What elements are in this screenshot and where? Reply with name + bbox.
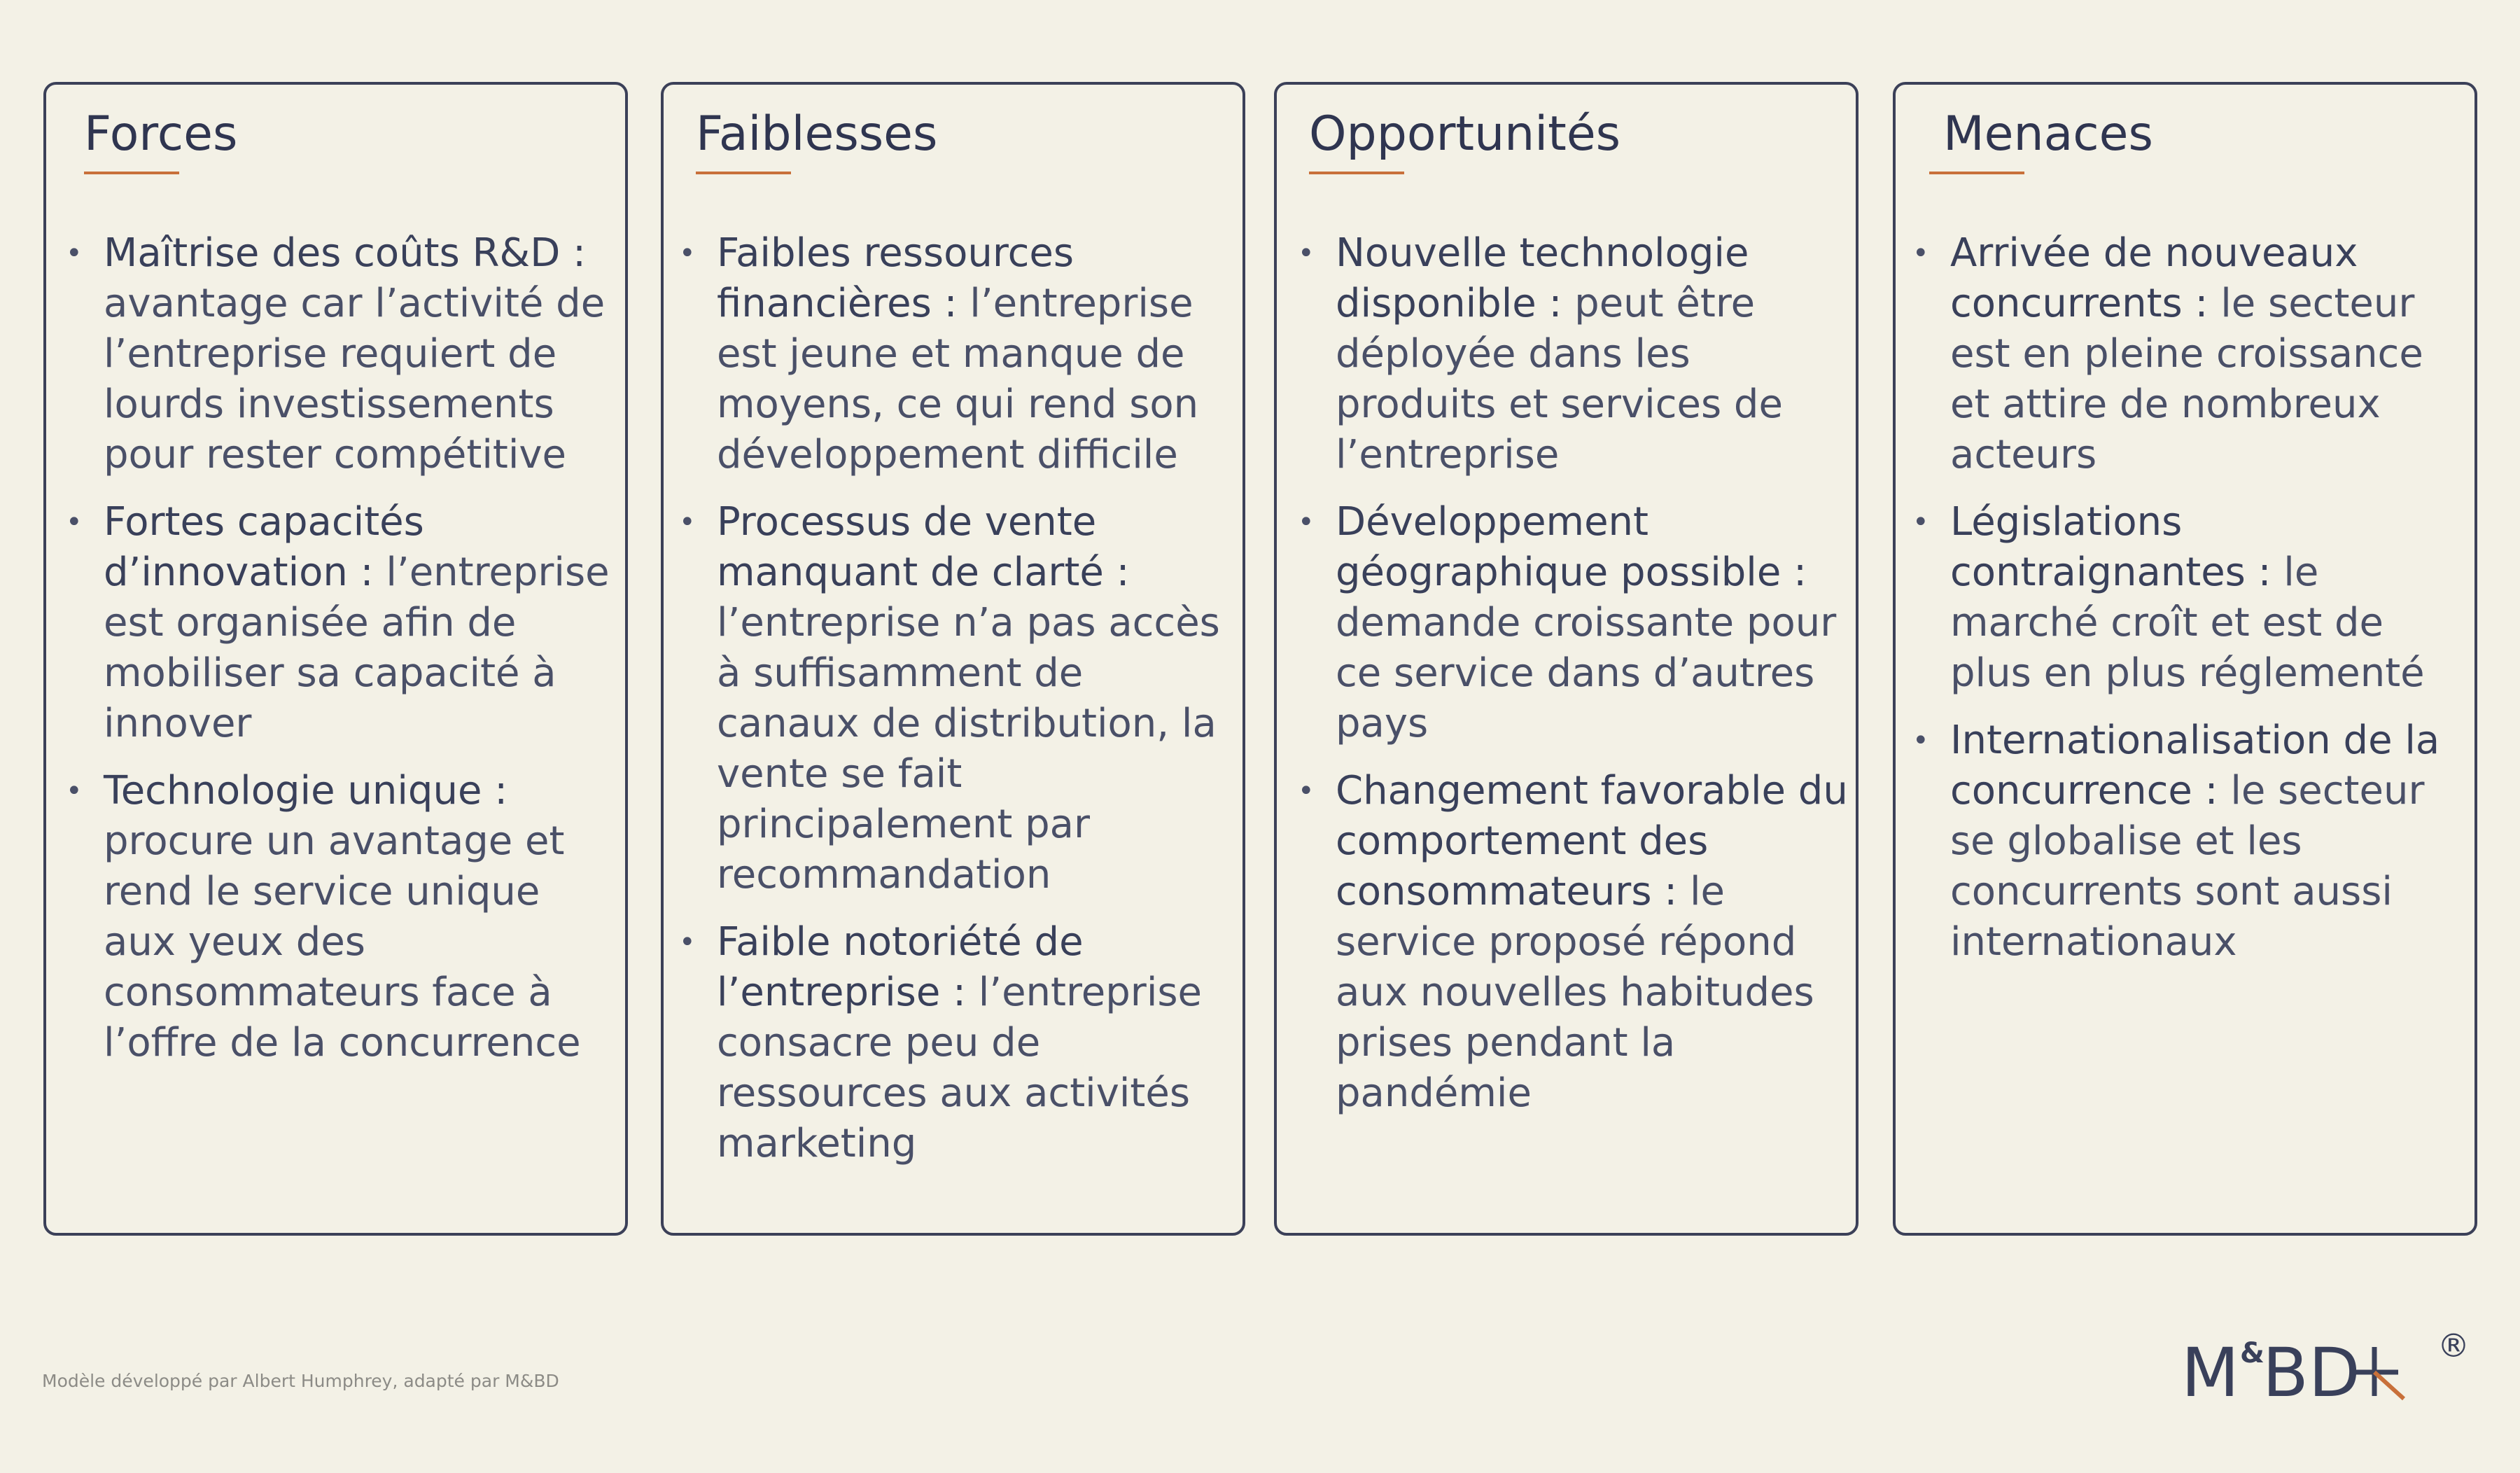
mbd-logo xyxy=(2181,1327,2475,1411)
item-text: l’entreprise est jeune et manque de moyens, ce qui rend son développement difficile xyxy=(717,281,1199,477)
registered-mark: ® xyxy=(2437,1327,2470,1364)
bullet-icon: • xyxy=(66,775,83,807)
card-title: Menaces xyxy=(1943,106,2153,162)
item-title: Nouvelle technologie disponible : xyxy=(1336,230,1749,326)
list-item xyxy=(66,766,615,1068)
item-title: Changement favorable du comportement des consommateurs : xyxy=(1336,768,1848,914)
item-title: Législations contraignantes : xyxy=(1950,499,2272,595)
list-item xyxy=(1912,715,2470,968)
item-title: Internationalisation de la concurrence : xyxy=(1950,718,2440,814)
bullet-icon: • xyxy=(1912,725,1929,757)
item-title: Technologie unique : xyxy=(104,768,508,814)
list-item xyxy=(679,228,1235,480)
logo-bd: BD xyxy=(2262,1334,2360,1411)
bullet-icon: • xyxy=(679,926,696,958)
list-item xyxy=(1298,497,1854,749)
item-title: Arrivée de nouveaux concurrents : xyxy=(1950,230,2358,326)
bullet-icon: • xyxy=(1912,237,1929,270)
item-title: Développement géographique possible : xyxy=(1336,499,1807,595)
item-list xyxy=(1298,228,1854,1136)
bullet-icon: • xyxy=(1298,775,1315,807)
item-text: procure un avantage et rend le service unique aux yeux des consommateurs face à l’offre de la concurrence xyxy=(104,818,581,1066)
list-item xyxy=(1298,228,1854,480)
bullet-icon: • xyxy=(1298,506,1315,538)
bullet-icon: • xyxy=(1298,237,1315,270)
card-title: Faiblesses xyxy=(696,106,938,162)
bullet-icon: • xyxy=(1912,506,1929,538)
title-underline xyxy=(1309,172,1404,174)
item-text: l’entreprise est organisée afin de mobiliser sa capacité à innover xyxy=(104,550,610,746)
list-item xyxy=(66,497,615,749)
item-title: Maîtrise des coûts R&D : xyxy=(104,230,586,276)
list-item xyxy=(679,917,1235,1169)
title-underline xyxy=(84,172,179,174)
card-opportunites xyxy=(1274,82,1858,1236)
card-forces xyxy=(43,82,628,1236)
logo-ampersand: & xyxy=(2240,1337,2264,1369)
bullet-icon: • xyxy=(66,237,83,270)
footer-note: Modèle développé par Albert Humphrey, adapté par M&BD xyxy=(42,1371,559,1391)
item-text: avantage car l’activité de l’entreprise requiert de lourds investissements pour rester compétitive xyxy=(104,281,606,477)
item-text: demande croissante pour ce service dans d’autres pays xyxy=(1336,600,1837,746)
item-title: Fortes capacités d’innovation : xyxy=(104,499,424,595)
card-title: Forces xyxy=(84,106,238,162)
item-text: le service proposé répond aux nouvelles habitudes prises pendant la pandémie xyxy=(1336,869,1814,1116)
item-title: Faibles ressources financières : xyxy=(717,230,1074,326)
list-item xyxy=(66,228,615,480)
item-text: le secteur se globalise et les concurrents sont aussi internationaux xyxy=(1950,768,2425,965)
item-list xyxy=(66,228,615,1085)
list-item xyxy=(1912,497,2470,699)
bullet-icon: • xyxy=(679,506,696,538)
bullet-icon: • xyxy=(66,506,83,538)
list-item xyxy=(1912,228,2470,480)
item-text: le marché croît et est de plus en plus réglementé xyxy=(1950,550,2425,696)
item-text: l’entreprise n’a pas accès à suffisamment de canaux de distribution, la vente se fait principalement par recommandation xyxy=(717,600,1220,898)
item-title: Processus de vente manquant de clarté : xyxy=(717,499,1130,595)
item-title: Faible notoriété de l’entreprise : xyxy=(717,919,1084,1015)
title-underline xyxy=(696,172,791,174)
title-underline xyxy=(1929,172,2024,174)
item-text: peut être déployée dans les produits et services de l’entreprise xyxy=(1336,281,1783,477)
item-list xyxy=(679,228,1235,1186)
card-title: Opportunités xyxy=(1309,106,1621,162)
card-faiblesses xyxy=(661,82,1245,1236)
item-list xyxy=(1912,228,2470,984)
item-text: le secteur est en pleine croissance et attire de nombreux acteurs xyxy=(1950,281,2423,477)
logo-m: M xyxy=(2181,1334,2239,1411)
list-item xyxy=(1298,766,1854,1119)
item-text: l’entreprise consacre peu de ressources aux activités marketing xyxy=(717,970,1203,1166)
bullet-icon: • xyxy=(679,237,696,270)
card-menaces xyxy=(1893,82,2477,1236)
list-item xyxy=(679,497,1235,900)
